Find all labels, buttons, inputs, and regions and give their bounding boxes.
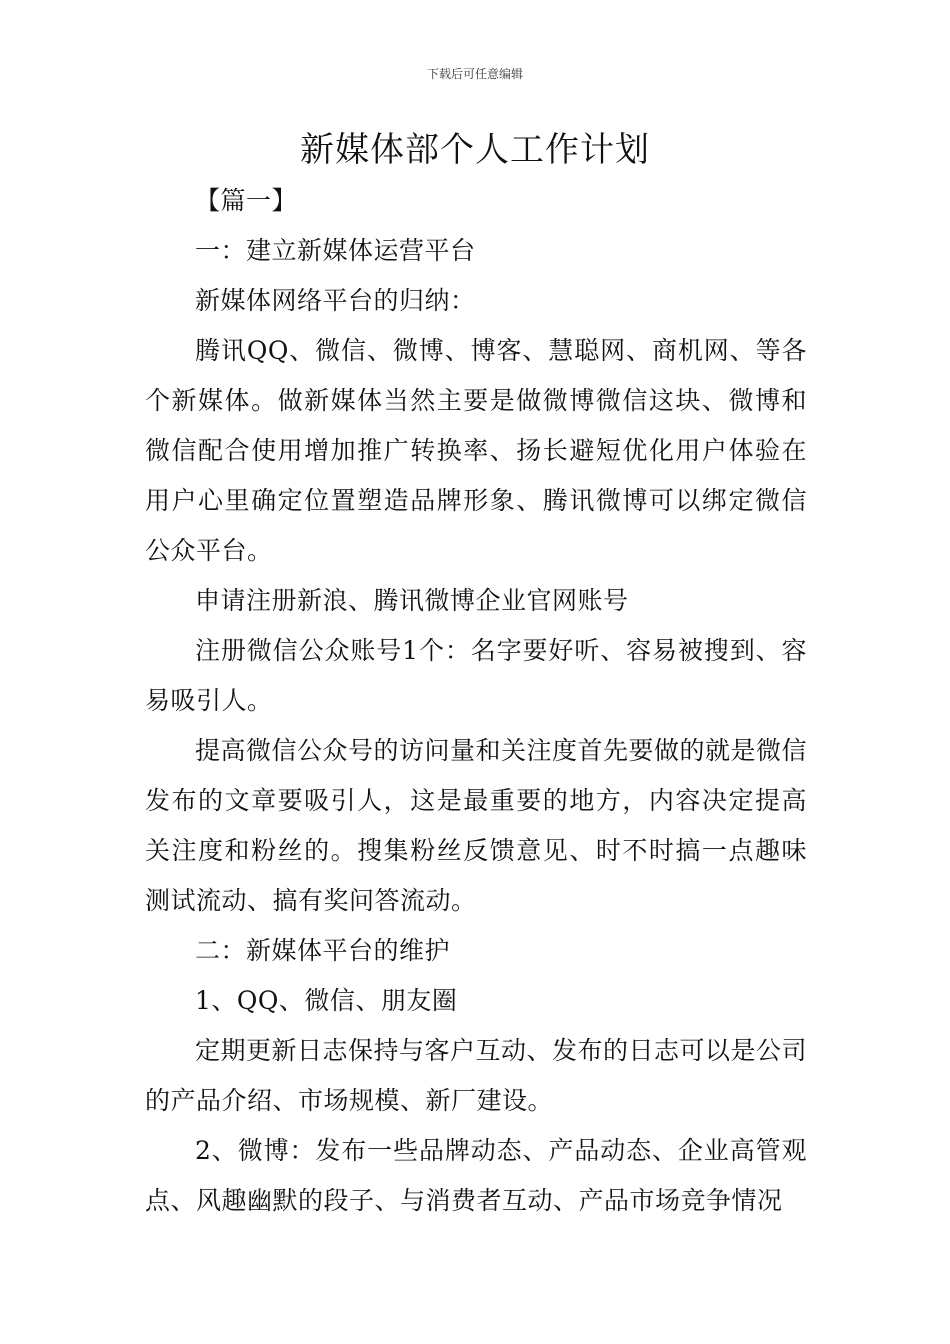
heading-maintenance: 二：新媒体平台的维护 <box>195 936 451 965</box>
header-note: 下载后可任意编辑 <box>426 67 523 81</box>
paragraph: 注册微信公众账号1个：名字要好听、容易被搜到、容易吸引人。 <box>145 636 807 715</box>
section-label: 【篇一】 <box>195 186 298 215</box>
paragraph: 申请注册新浪、腾讯微博企业官网账号 <box>195 586 629 615</box>
document-title: 新媒体部个人工作计划 <box>300 130 650 170</box>
list-item: 1、QQ、微信、朋友圈 <box>195 986 458 1015</box>
list-item: 2、微博：发布一些品牌动态、产品动态、企业高管观点、风趣幽默的段子、与消费者互动、产品市场竞争情况 <box>145 1136 807 1215</box>
paragraph: 定期更新日志保持与客户互动、发布的日志可以是公司的产品介绍、市场规模、新厂建设。 <box>145 1036 808 1115</box>
paragraph: 腾讯QQ、微信、微博、博客、慧聪网、商机网、等各个新媒体。做新媒体当然主要是做微博微信这块、微博和微信配合使用增加推广转换率、扬长避短优化用户体验在用户心里确定位置塑造品牌形象、腾讯微博可以绑定微信公众平台。 <box>145 336 807 565</box>
heading-build-platform: 一：建立新媒体运营平台 <box>195 236 476 265</box>
paragraph: 提高微信公众号的访问量和关注度首先要做的就是微信发布的文章要吸引人，这是最重要的地方，内容决定提高关注度和粉丝的。搜集粉丝反馈意见、时不时搞一点趣味测试流动、搞有奖问答流动。 <box>145 736 808 915</box>
paragraph: 新媒体网络平台的归纳： <box>195 286 476 315</box>
document-body <box>145 176 807 1226</box>
